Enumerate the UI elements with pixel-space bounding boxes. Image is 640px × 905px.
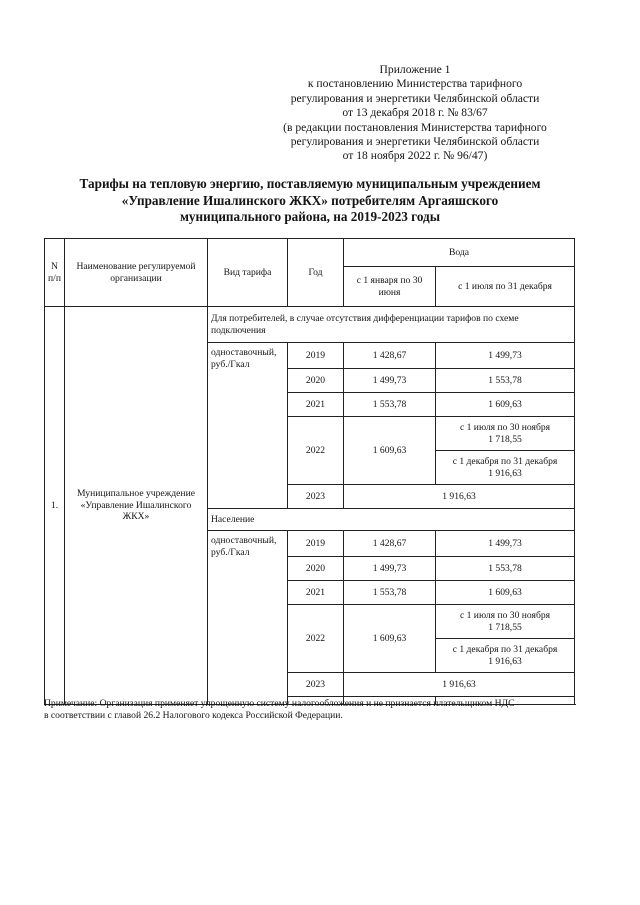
- footnote-line: Примечание: Организация применяет упрощенную систему налогообложения и не признается плательщиком НДС: [44, 698, 515, 709]
- appendix-line: (в редакции постановления Министерства тарифного: [283, 120, 547, 134]
- year-cell: 2020: [288, 557, 344, 581]
- value-second-half: 1 499,73: [436, 343, 575, 369]
- value-full-year: 1 916,63: [344, 673, 575, 697]
- appendix-line: регулирования и энергетики Челябинской области: [290, 91, 540, 105]
- value-second-half: 1 553,78: [436, 557, 575, 581]
- value-first-half: 1 499,73: [344, 369, 436, 393]
- document-title: [40, 176, 580, 226]
- tariff-type: одноставочный, руб./Гкал: [208, 531, 288, 705]
- appendix-line: от 18 ноября 2022 г. № 96/47): [342, 149, 488, 163]
- period-value: 1 718,55: [488, 433, 522, 445]
- appendix-line: Приложение 1: [379, 63, 451, 76]
- year-cell: 2020: [288, 369, 344, 393]
- value-first-half: 1 609,63: [344, 605, 436, 673]
- period-cell: [436, 417, 575, 451]
- value-first-half: 1 553,78: [344, 581, 436, 605]
- period-cell: [436, 605, 575, 639]
- value-second-half: 1 499,73: [436, 531, 575, 557]
- header-water: Вода: [344, 239, 575, 267]
- value-first-half: 1 553,78: [344, 393, 436, 417]
- appendix-line: к постановлению Министерства тарифного: [307, 77, 523, 91]
- value-second-half: 1 553,78: [436, 369, 575, 393]
- period-value: 1 718,55: [488, 621, 522, 633]
- period-label: с 1 июля по 30 ноября: [459, 610, 551, 621]
- title-line: «Управление Ишалинского ЖКХ» потребителям Аргаяшского: [121, 192, 499, 208]
- header-tariff-type: Вид тарифа: [208, 239, 288, 307]
- section-label: Для потребителей, в случае отсутствия дифференциации тарифов по схеме подключения: [208, 307, 575, 343]
- header-org: Наименование регулируемой организации: [65, 239, 208, 307]
- year-cell: 2021: [288, 393, 344, 417]
- appendix-header: [250, 63, 580, 164]
- period-label: с 1 декабря по 31 декабря: [452, 456, 558, 467]
- footnote-line: в соответствии с главой 26.2 Налогового кодекса Российской Федерации.: [44, 710, 343, 721]
- period-value: 1 916,63: [488, 467, 522, 479]
- title-line: муниципального района, на 2019-2023 годы: [179, 209, 441, 224]
- value-first-half: 1 428,67: [344, 531, 436, 557]
- period-value: 1 916,63: [488, 655, 522, 667]
- title-line: Тарифы на тепловую энергию, поставляемую муниципальным учреждением: [79, 176, 541, 191]
- row-number: 1.: [45, 307, 65, 705]
- year-cell: 2022: [288, 417, 344, 485]
- value-first-half: 1 499,73: [344, 557, 436, 581]
- appendix-line: от 13 декабря 2018 г. № 83/67: [342, 106, 488, 120]
- period-cell: [436, 639, 575, 673]
- header-first-half: с 1 января по 30 июня: [344, 267, 436, 307]
- organization-name: Муниципальное учреждение «Управление Ишалинского ЖКХ»: [65, 307, 208, 705]
- value-first-half: 1 609,63: [344, 417, 436, 485]
- year-cell: 2021: [288, 581, 344, 605]
- header-num: N п/п: [45, 239, 65, 307]
- year-cell: 2023: [288, 485, 344, 509]
- tariff-table: [44, 238, 575, 705]
- period-label: с 1 июля по 30 ноября: [459, 422, 551, 433]
- year-cell: 2023: [288, 673, 344, 697]
- year-cell: 2019: [288, 531, 344, 557]
- value-second-half: 1 609,63: [436, 393, 575, 417]
- period-cell: [436, 451, 575, 485]
- period-label: с 1 декабря по 31 декабря: [452, 644, 558, 655]
- year-cell: 2019: [288, 343, 344, 369]
- tariff-type: одноставочный, руб./Гкал: [208, 343, 288, 509]
- footnote: [44, 698, 584, 722]
- value-first-half: 1 428,67: [344, 343, 436, 369]
- value-full-year: 1 916,63: [344, 485, 575, 509]
- section-label: Население: [208, 509, 575, 531]
- header-second-half: с 1 июля по 31 декабря: [436, 267, 575, 307]
- appendix-line: регулирования и энергетики Челябинской области: [290, 135, 540, 149]
- year-cell: 2022: [288, 605, 344, 673]
- value-second-half: 1 609,63: [436, 581, 575, 605]
- header-year: Год: [288, 239, 344, 307]
